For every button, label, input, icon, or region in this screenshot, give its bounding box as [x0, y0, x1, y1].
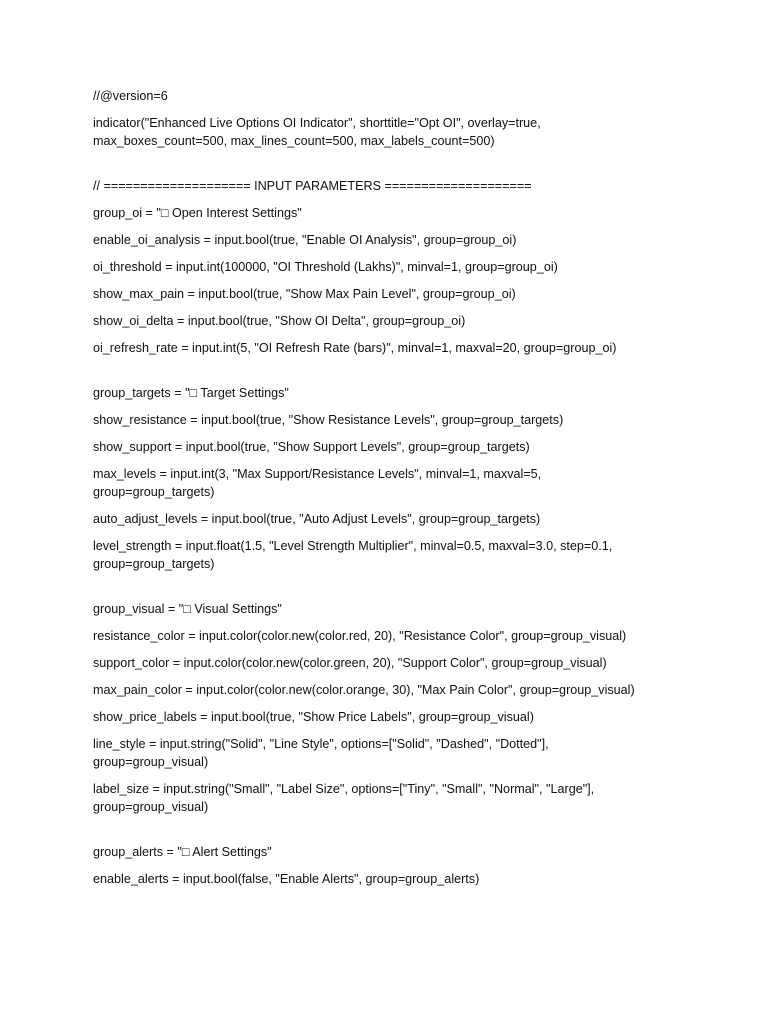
blank-line	[93, 825, 693, 843]
code-line: resistance_color = input.color(color.new(color.red, 20), "Resistance Color", group=group_visual)	[93, 629, 627, 643]
indicator-declaration: indicator("Enhanced Live Options OI Indicator", shorttitle="Opt OI", overlay=true, max_boxes_count=500, max_lines_count=500, max_labels_count=500)	[93, 116, 541, 148]
code-line: label_size = input.string("Small", "Label Size", options=["Tiny", "Small", "Normal", "Large"], group=group_visual)	[93, 782, 595, 814]
code-line: show_max_pain = input.bool(true, "Show Max Pain Level", group=group_oi)	[93, 287, 516, 301]
blank-line	[93, 159, 693, 177]
code-line: group_oi = "□ Open Interest Settings"	[93, 206, 302, 220]
blank-line	[93, 366, 693, 384]
code-line: oi_refresh_rate = input.int(5, "OI Refresh Rate (bars)", minval=1, maxval=20, group=group_oi)	[93, 341, 617, 355]
blank-line	[93, 582, 693, 600]
code-line: line_style = input.string("Solid", "Line Style", options=["Solid", "Dashed", "Dotted"], group=group_visual)	[93, 737, 549, 769]
code-line: auto_adjust_levels = input.bool(true, "Auto Adjust Levels", group=group_targets)	[93, 512, 541, 526]
code-line: group_visual = "□ Visual Settings"	[93, 602, 282, 616]
code-line: group_targets = "□ Target Settings"	[93, 386, 289, 400]
code-line: show_oi_delta = input.bool(true, "Show OI Delta", group=group_oi)	[93, 314, 466, 328]
version-line: //@version=6	[93, 89, 168, 103]
code-line: show_support = input.bool(true, "Show Support Levels", group=group_targets)	[93, 440, 530, 454]
code-line: enable_alerts = input.bool(false, "Enable Alerts", group=group_alerts)	[93, 872, 480, 886]
code-document	[93, 87, 693, 897]
code-line: enable_oi_analysis = input.bool(true, "Enable OI Analysis", group=group_oi)	[93, 233, 517, 247]
code-line: max_pain_color = input.color(color.new(color.orange, 30), "Max Pain Color", group=group_visual)	[93, 683, 635, 697]
code-line: support_color = input.color(color.new(color.green, 20), "Support Color", group=group_visual)	[93, 656, 607, 670]
code-line: level_strength = input.float(1.5, "Level Strength Multiplier", minval=0.5, maxval=3.0, step=0.1, group=group_targets)	[93, 539, 613, 571]
code-line: max_levels = input.int(3, "Max Support/Resistance Levels", minval=1, maxval=5, group=group_targets)	[93, 467, 542, 499]
code-line: oi_threshold = input.int(100000, "OI Threshold (Lakhs)", minval=1, group=group_oi)	[93, 260, 558, 274]
code-line: group_alerts = "□ Alert Settings"	[93, 845, 272, 859]
code-line: show_price_labels = input.bool(true, "Show Price Labels", group=group_visual)	[93, 710, 534, 724]
section-comment: // ==================== INPUT PARAMETERS ====================	[93, 179, 532, 193]
code-line: show_resistance = input.bool(true, "Show Resistance Levels", group=group_targets)	[93, 413, 564, 427]
